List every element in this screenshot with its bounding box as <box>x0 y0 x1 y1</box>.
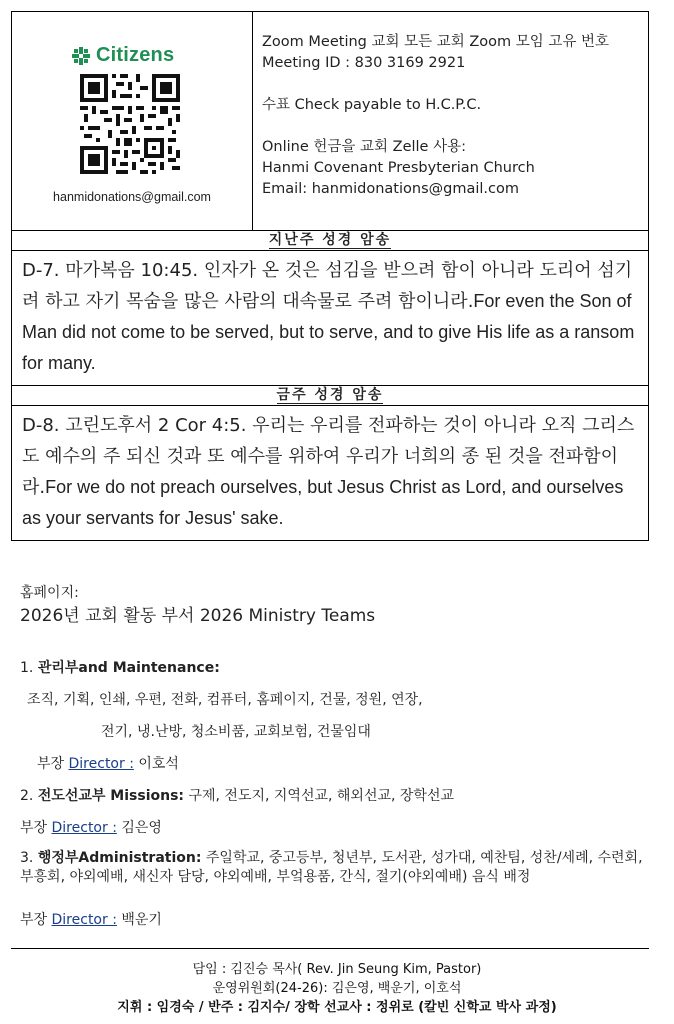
email-line: Email: hanmidonations@gmail.com <box>262 181 519 197</box>
team-2-director-label: 부장 <box>20 820 48 836</box>
team-3-director-label: 부장 <box>20 912 48 928</box>
team-2-heading <box>20 785 654 807</box>
team-1-director <box>37 753 654 775</box>
last-week-korean: D-7. 마가복음 10:45. 인자가 온 것은 섬김을 받으려 함이 아니라 도리어 섬기려 하고 자기 목숨을 많은 사람의 대속물로 주려 함이니라. <box>22 260 633 312</box>
footer-committee: 운영위원회(24-26): 김은영, 백운기, 이호석 <box>212 981 462 996</box>
this-week-english: For we do not preach ourselves, but Jesus Christ as Lord, and ourselves as your servants for Jesus' sake. <box>22 477 624 528</box>
online-line: Online 헌금을 교회 Zelle 사용: <box>262 139 466 155</box>
bulletin-table <box>11 11 649 541</box>
zoom-line: Zoom Meeting 교회 모든 교회 Zoom 모임 고유 번호 <box>262 34 610 50</box>
qr-code-icon[interactable] <box>80 74 180 174</box>
team-1-director-word: Director : <box>68 756 134 772</box>
last-week-verse <box>12 251 648 386</box>
logo-text: Citizens <box>96 44 175 66</box>
info-row <box>12 12 648 231</box>
team-2-director-word: Director : <box>51 820 117 836</box>
this-week-heading-text: 금주 성경 암송 <box>276 387 384 403</box>
team-2-director-name: 김은영 <box>121 820 162 836</box>
team-1-number: 1. <box>20 660 34 676</box>
citizens-logo <box>72 44 174 67</box>
this-week-heading <box>12 386 648 406</box>
last-week-english: For even the Son of Man did not come to be served, but to serve, and to give His life as a ransom for many. <box>22 291 635 373</box>
team-2-number: 2. <box>20 788 34 804</box>
team-3-heading <box>20 849 654 887</box>
footer-divider <box>11 948 649 949</box>
check-line: 수표 Check payable to H.C.P.C. <box>262 97 482 113</box>
footer-pastor: 담임 : 김진승 목사( Rev. Jin Seung Kim, Pastor) <box>192 962 482 977</box>
this-week-verse <box>12 406 648 540</box>
team-2-director <box>20 817 654 839</box>
donation-cell <box>12 12 253 230</box>
this-week-korean: D-8. 고린도후서 2 Cor 4:5. 우리는 우리를 전파하는 것이 아니라 오직 그리스도 예수의 주 되신 것과 또 예수를 위하여 우리가 너희의 종 된 것을 전파함이라. <box>22 415 635 498</box>
team-1-heading <box>20 657 654 679</box>
team-3-name: 행정부Administration: <box>37 850 202 866</box>
team-3-duties: 주일학교, 중고등부, 청년부, 도서관, 성가대, 예찬팀, 성찬/세례, 수련회, 부흥회, 야외예배, 새신자 담당, 야외예배, 부엌용품, 간식, 절기(야외예배) 음식 배정 <box>20 850 643 885</box>
team-3-director <box>20 909 654 931</box>
team-1-director-label: 부장 <box>37 756 65 772</box>
team-1-duties-2: 전기, 냉.난방, 청소비품, 교회보험, 건물임대 <box>101 724 371 740</box>
team-3-director-name: 백운기 <box>121 912 162 928</box>
team-1-name: 관리부and Maintenance: <box>37 660 220 676</box>
team-1-duties-1: 조직, 기획, 인쇄, 우편, 전화, 컴퓨터, 홈페이지, 건물, 정원, 연장, <box>27 692 423 708</box>
homepage-label: 홈페이지: <box>20 585 79 601</box>
last-week-heading <box>12 231 648 251</box>
donation-email[interactable]: hanmidonations@gmail.com <box>53 190 211 204</box>
footer-staff: 지휘 : 임경숙 / 반주 : 김지수/ 장학 선교사 : 정위로 (칼빈 신학교 박사 과정) <box>117 1000 557 1015</box>
citizens-logo-icon <box>72 47 90 65</box>
team-3-number: 3. <box>20 850 34 866</box>
church-name: Hanmi Covenant Presbyterian Church <box>262 160 535 176</box>
last-week-heading-text: 지난주 성경 암송 <box>268 232 392 248</box>
zoom-info-cell <box>253 12 648 230</box>
meeting-id: Meeting ID : 830 3169 2921 <box>262 55 466 71</box>
team-1-director-name: 이호석 <box>138 756 179 772</box>
team-2-duties: 구제, 전도지, 지역선교, 해외선교, 장학선교 <box>188 788 454 804</box>
team-3-director-word: Director : <box>51 912 117 928</box>
team-2-name: 전도선교부 Missions: <box>37 788 185 804</box>
ministry-title: 2026년 교회 활동 부서 2026 Ministry Teams <box>20 606 376 626</box>
